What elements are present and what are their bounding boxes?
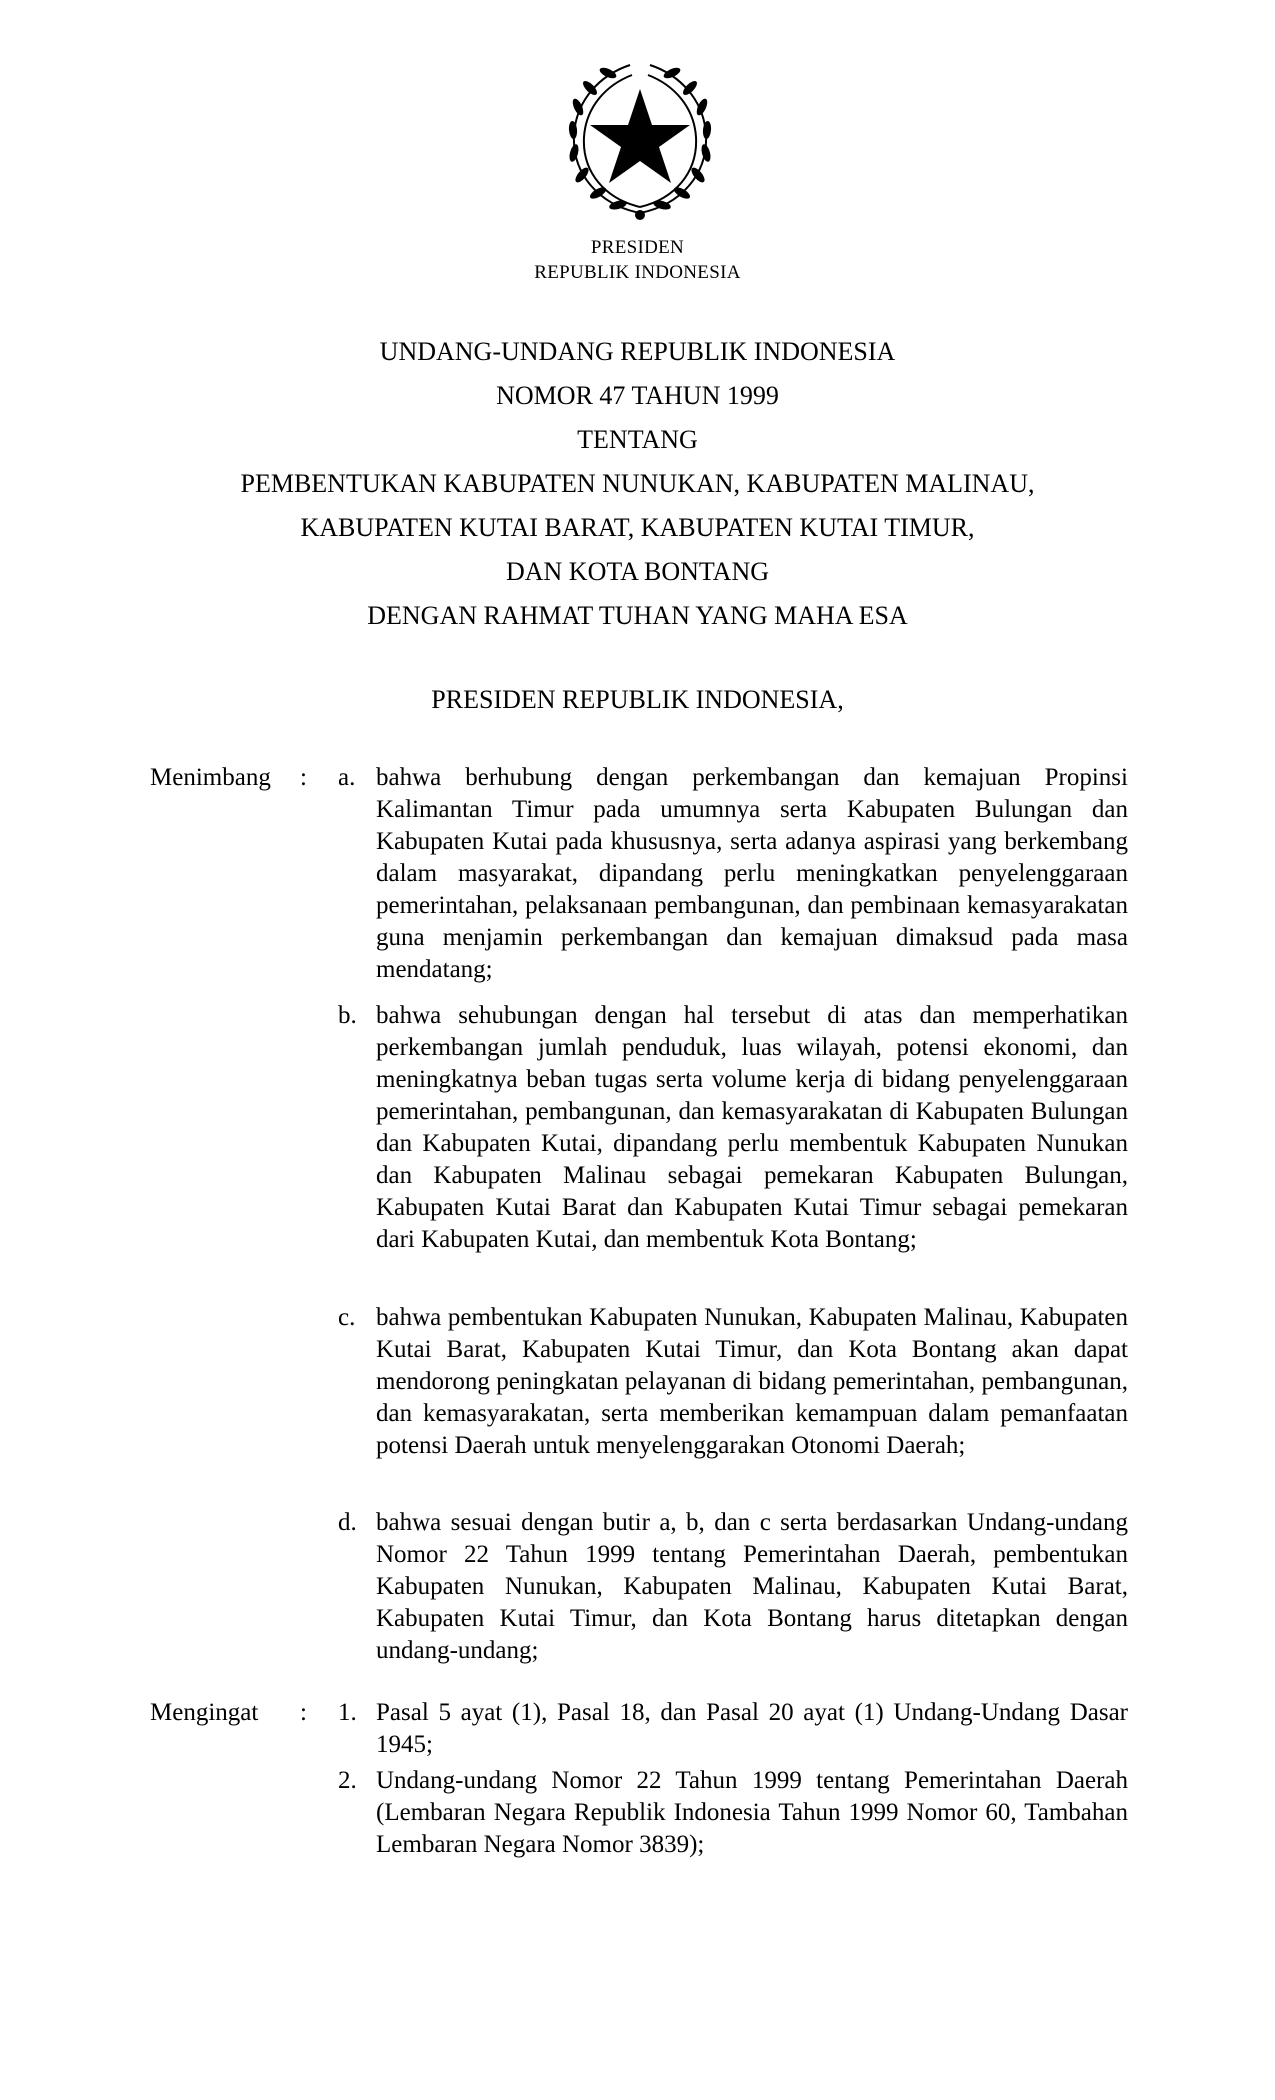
item-text: bahwa sesuai dengan butir a, b, dan c serta berdasarkan Undang-undang Nomor 22 Tahun 1999 tentang Pemerintahan Daerah, pembentukan Kabupaten Nunukan, Kabupaten Malinau, Kabupaten Kutai Barat, Kabupaten Kutai Timur, dan Kota Bontang harus ditetapkan dengan undang-undang; [376, 1509, 1128, 1664]
title-line: UNDANG-UNDANG REPUBLIK INDONESIA [379, 337, 896, 366]
title-line: TENTANG [577, 425, 698, 454]
item-text: bahwa sehubungan dengan hal tersebut di atas dan memperhatikan perkembangan jumlah penduduk, luas wilayah, potensi ekonomi, dan meningkatnya beban tugas serta volume kerja di bidang penyelenggaraan pemerintahan, pembangunan, dan kemasyarakatan di Kabupaten Bulungan dan Kabupaten Kutai, dipandang perlu membentuk Kabupaten Nunukan dan Kabupaten Malinau sebagai pemekaran Kabupaten Bulungan, Kabupaten Kutai Barat dan Kabupaten Kutai Timur sebagai pemekaran dari Kabupaten Kutai, dan membentuk Kota Bontang; [376, 1002, 1128, 1253]
state-emblem-icon [560, 55, 720, 225]
title-line: NOMOR 47 TAHUN 1999 [496, 381, 779, 410]
title-line: DENGAN RAHMAT TUHAN YANG MAHA ESA [367, 601, 908, 630]
section-colon: : [300, 764, 307, 791]
item-text: Pasal 5 ayat (1), Pasal 18, dan Pasal 20 ayat (1) Undang-Undang Dasar 1945; [376, 1699, 1128, 1758]
title-line: PEMBENTUKAN KABUPATEN NUNUKAN, KABUPATEN MALINAU, [240, 469, 1035, 498]
section-label: Mengingat [150, 1699, 259, 1726]
section-colon: : [300, 1699, 307, 1726]
office-line-president: PRESIDEN [590, 237, 685, 258]
office-line-republic: REPUBLIK INDONESIA [534, 262, 741, 283]
document-title [0, 330, 1275, 638]
item-marker: 1. [338, 1699, 357, 1726]
item-marker: c. [338, 1304, 356, 1331]
section-label: Menimbang [150, 764, 271, 791]
item-text: bahwa pembentukan Kabupaten Nunukan, Kabupaten Malinau, Kabupaten Kutai Barat, Kabupaten Kutai Timur, dan Kota Bontang akan dapat mendorong peningkatan pelayanan di bidang pemerintahan, pembangunan, dan kemasyarakatan, serta memberikan kemampuan dalam pemanfaatan potensi Daerah untuk menyelenggarakan Otonomi Daerah; [376, 1304, 1128, 1459]
item-text: bahwa berhubung dengan perkembangan dan kemajuan Propinsi Kalimantan Timur pada umumnya serta Kabupaten Bulungan dan Kabupaten Kutai pada khususnya, serta adanya aspirasi yang berkembang dalam masyarakat, dipandang perlu meningkatkan penyelenggaraan pemerintahan, pelaksanaan pembangunan, dan pembinaan kemasyarakatan guna menjamin perkembangan dan kemajuan dimaksud pada masa mendatang; [376, 764, 1128, 983]
item-marker: a. [338, 764, 356, 791]
item-marker: b. [338, 1002, 357, 1029]
title-line: KABUPATEN KUTAI BARAT, KABUPATEN KUTAI TIMUR, [300, 513, 975, 542]
item-marker: 2. [338, 1767, 357, 1794]
president-heading: PRESIDEN REPUBLIK INDONESIA, [431, 685, 844, 714]
item-text: Undang-undang Nomor 22 Tahun 1999 tentang Pemerintahan Daerah (Lembaran Negara Republik Indonesia Tahun 1999 Nomor 60, Tambahan Lembaran Negara Nomor 3839); [376, 1767, 1128, 1858]
title-line: DAN KOTA BONTANG [505, 557, 770, 586]
item-marker: d. [338, 1509, 357, 1536]
